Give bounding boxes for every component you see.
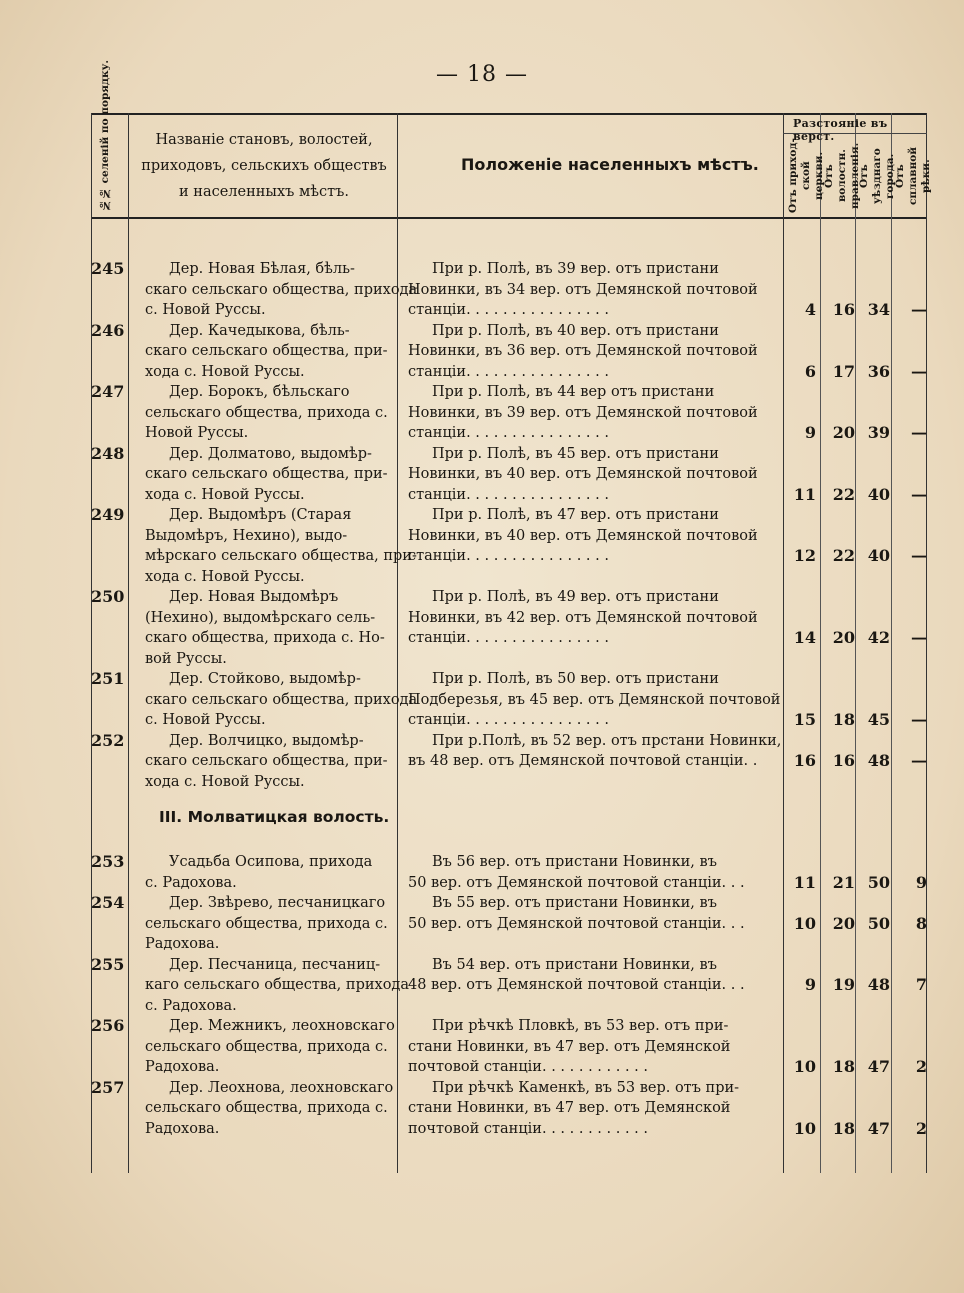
row-dist-volost: 22 bbox=[832, 484, 855, 504]
row-dist-town: 42 bbox=[867, 628, 890, 647]
row-dist-volost: 20 bbox=[832, 913, 855, 933]
row-name-line: скаго сельскаго общества, прихода bbox=[145, 691, 418, 708]
row-name-line: Дер. Леохнова, леохновскаго bbox=[169, 1079, 394, 1096]
row-dist-town: 47 bbox=[867, 1057, 890, 1076]
header-names bbox=[131, 127, 397, 205]
row-position-line: При р.Полѣ, въ 52 вер. отъ прстани Новинки, bbox=[432, 732, 782, 749]
row-number: 256 bbox=[91, 1016, 125, 1035]
col-rule-5 bbox=[855, 113, 856, 1173]
row-position-line: При р. Полѣ, въ 39 вер. отъ пристани bbox=[432, 261, 719, 277]
row-dist-church: 16 bbox=[793, 751, 816, 770]
row-name bbox=[145, 1016, 395, 1078]
row-position bbox=[408, 382, 775, 444]
row-name-line: хода с. Новой Руссы. bbox=[145, 568, 305, 585]
row-position-line: При рѣчкѣ Каменкѣ, въ 53 вер. отъ при- bbox=[432, 1079, 740, 1096]
row-position bbox=[408, 259, 775, 321]
row-dist-church: 10 bbox=[793, 1057, 816, 1076]
row-name-line: хода с. Новой Руссы. bbox=[145, 773, 305, 790]
row-position-line: Новинки, въ 34 вер. отъ Демянской почтовой bbox=[408, 281, 758, 298]
row-name-line: Радохова. bbox=[145, 1120, 220, 1137]
row-number: 252 bbox=[91, 730, 125, 750]
section-heading: III. Молватицкая волость. bbox=[159, 808, 390, 826]
row-name bbox=[145, 893, 391, 955]
row-dist-church: 12 bbox=[793, 546, 816, 565]
row-position-line: При р. Полѣ, въ 50 вер. отъ пристани bbox=[432, 671, 719, 687]
row-name-line: с. Новой Руссы. bbox=[145, 302, 266, 318]
row-name-line: Новой Руссы. bbox=[145, 425, 249, 441]
row-name-line: Дер. Волчицко, выдомѣр- bbox=[169, 732, 364, 749]
gazetteer-table bbox=[91, 59, 932, 1173]
row-dist-volost: 18 bbox=[832, 1118, 855, 1138]
row-position-line: При р. Полѣ, въ 44 вер отъ пристани bbox=[432, 384, 715, 400]
row-position bbox=[408, 669, 781, 731]
row-name-line: скаго сельскаго общества, при- bbox=[145, 343, 388, 359]
col-rule-4 bbox=[820, 113, 821, 1173]
row-name bbox=[145, 731, 391, 793]
row-number: 246 bbox=[91, 320, 125, 340]
row-name-line: Дер. Новая Выдомѣръ bbox=[169, 589, 339, 605]
row-position-line: станціи. . . . . . . . . . . . . . . . bbox=[408, 712, 609, 728]
row-position-line: Въ 55 вер. отъ пристани Новинки, въ bbox=[432, 895, 717, 911]
row-name-line: скаго сельскаго общества, при- bbox=[145, 466, 388, 482]
row-dist-river: — bbox=[911, 710, 927, 729]
col-rule-2 bbox=[397, 113, 398, 1173]
row-position-line: станціи. . . . . . . . . . . . . . . . bbox=[408, 425, 609, 441]
row-name bbox=[145, 587, 391, 669]
row-dist-river: 2 bbox=[915, 1057, 927, 1076]
row-name-line: мѣрскаго сельскаго общества, при- bbox=[145, 548, 417, 564]
row-number: 245 bbox=[91, 259, 125, 278]
row-dist-river: — bbox=[911, 751, 927, 770]
header-distance: Разстояніе въ верст. bbox=[793, 117, 888, 143]
row-position bbox=[408, 1078, 775, 1140]
row-dist-river: 2 bbox=[915, 1118, 927, 1138]
row-position bbox=[408, 731, 782, 772]
row-name-line: Дер. Борокъ, бѣльскаго bbox=[169, 384, 350, 400]
row-dist-church: 6 bbox=[804, 361, 816, 381]
row-dist-church: 11 bbox=[793, 872, 816, 892]
row-name-line: скаго сельскаго общества, при- bbox=[145, 753, 388, 769]
row-position-line: Въ 54 вер. отъ пристани Новинки, въ bbox=[432, 956, 717, 973]
row-position-line: Новинки, въ 40 вер. отъ Демянской почтовой bbox=[408, 527, 758, 544]
header-bottom-rule bbox=[91, 217, 927, 219]
row-name-line: Радохова. bbox=[145, 936, 220, 952]
row-name-line: с. Радохова. bbox=[145, 874, 237, 891]
row-dist-volost: 22 bbox=[832, 546, 855, 565]
row-position-line: 50 вер. отъ Демянской почтовой станціи. . . bbox=[408, 874, 745, 891]
row-position-line: Новинки, въ 36 вер. отъ Демянской почтовой bbox=[408, 343, 758, 359]
row-dist-church: 15 bbox=[793, 710, 816, 729]
row-position-line: станціи. . . . . . . . . . . . . . . . bbox=[408, 548, 609, 564]
row-name bbox=[145, 444, 391, 506]
header-names-line: и населенныхъ мѣстъ. bbox=[179, 184, 349, 200]
row-name-line: Дер. Песчаница, песчаниц- bbox=[169, 956, 381, 973]
row-dist-church: 9 bbox=[804, 975, 816, 994]
row-name-line: Усадьба Осипова, прихода bbox=[169, 854, 373, 870]
row-dist-church: 11 bbox=[793, 484, 816, 504]
row-position-line: Въ 56 вер. отъ пристани Новинки, въ bbox=[432, 854, 717, 870]
row-position-line: При р. Полѣ, въ 47 вер. отъ пристани bbox=[432, 507, 719, 523]
row-dist-volost: 16 bbox=[832, 300, 855, 319]
row-position bbox=[408, 321, 775, 383]
row-number: 247 bbox=[91, 382, 125, 401]
row-name bbox=[145, 955, 409, 1017]
row-dist-river: 8 bbox=[915, 913, 927, 933]
row-number: 251 bbox=[91, 669, 125, 688]
row-position-line: 50 вер. отъ Демянской почтовой станціи. . . bbox=[408, 915, 745, 932]
row-number: 254 bbox=[91, 893, 125, 912]
header-dist-volost: Отъ волостн. правленія. bbox=[823, 142, 861, 210]
row-dist-church: 9 bbox=[804, 423, 816, 442]
row-position-line: станціи. . . . . . . . . . . . . . . . bbox=[408, 363, 609, 380]
row-number: 255 bbox=[91, 954, 125, 974]
col-rule-6 bbox=[891, 113, 892, 1173]
row-position-line: Новинки, въ 40 вер. отъ Демянской почтовой bbox=[408, 466, 758, 482]
row-dist-volost: 17 bbox=[832, 361, 855, 381]
row-position bbox=[408, 444, 775, 506]
row-name-line: Дер. Долматово, выдомѣр- bbox=[169, 445, 372, 462]
header-position: Положеніе населенныхъ мѣстъ. bbox=[461, 155, 759, 174]
row-position-line: почтовой станціи. . . . . . . . . . . . bbox=[408, 1120, 648, 1137]
row-name-line: (Нехино), выдомѣрскаго сель- bbox=[145, 609, 376, 626]
page-number: — 18 — bbox=[436, 62, 528, 87]
header-dist-town: Отъ уѣзднаго города. bbox=[858, 148, 896, 204]
row-name-line: Дер. Новая Бѣлая, бѣль- bbox=[169, 261, 355, 277]
row-position-line: стани Новинки, въ 47 вер. отъ Демянской bbox=[408, 1038, 731, 1055]
row-dist-town: 39 bbox=[867, 423, 890, 442]
row-position-line: При р. Полѣ, въ 45 вер. отъ пристани bbox=[432, 445, 719, 462]
row-name-line: с. Радохова. bbox=[145, 997, 237, 1014]
row-name-line: вой Руссы. bbox=[145, 650, 227, 667]
row-dist-town: 36 bbox=[867, 361, 890, 381]
row-dist-town: 45 bbox=[867, 710, 890, 729]
header-names-line: приходовъ, сельскихъ обществъ bbox=[141, 158, 387, 174]
row-dist-river: — bbox=[911, 300, 927, 319]
row-dist-volost: 16 bbox=[832, 751, 855, 770]
row-position bbox=[408, 955, 775, 996]
row-dist-town: 47 bbox=[867, 1118, 890, 1138]
row-name bbox=[145, 321, 391, 383]
row-dist-river: — bbox=[911, 361, 927, 381]
row-name bbox=[145, 382, 391, 444]
row-name-line: Дер. Межникъ, леохновскаго bbox=[169, 1018, 395, 1034]
row-name bbox=[145, 669, 418, 731]
row-number: 250 bbox=[91, 587, 125, 606]
row-dist-volost: 21 bbox=[832, 872, 855, 892]
row-dist-river: — bbox=[911, 423, 927, 442]
row-name-line: хода с. Новой Руссы. bbox=[145, 363, 305, 380]
row-name-line: Радохова. bbox=[145, 1059, 220, 1075]
row-position-line: станціи. . . . . . . . . . . . . . . . bbox=[408, 302, 609, 318]
header-num: №№ селеній по порядку. bbox=[99, 59, 111, 211]
row-name-line: Выдомѣръ, Нехино), выдо- bbox=[145, 527, 348, 544]
table-top-rule bbox=[91, 113, 927, 115]
row-position-line: При р. Полѣ, въ 49 вер. отъ пристани bbox=[432, 589, 719, 605]
row-name bbox=[145, 1078, 394, 1140]
row-dist-town: 48 bbox=[867, 975, 890, 994]
row-name-line: Дер. Качедыкова, бѣль- bbox=[169, 322, 350, 339]
row-name-line: сельскаго общества, прихода с. bbox=[145, 915, 388, 932]
header-names-line: Названіе становъ, волостей, bbox=[155, 132, 373, 148]
row-name-line: сельскаго общества, прихода с. bbox=[145, 1100, 388, 1116]
row-name-line: скаго общества, прихода с. Но- bbox=[145, 630, 385, 646]
row-position bbox=[408, 587, 775, 649]
row-dist-church: 10 bbox=[793, 1118, 816, 1138]
row-position-line: стани Новинки, въ 47 вер. отъ Демянской bbox=[408, 1100, 731, 1116]
row-number: 249 bbox=[91, 505, 125, 524]
row-position bbox=[408, 893, 775, 934]
header-dist-river: Отъ сплавной рѣки. bbox=[894, 146, 932, 206]
row-number: 257 bbox=[91, 1077, 125, 1097]
row-dist-church: 4 bbox=[804, 300, 816, 319]
row-name-line: скаго сельскаго общества, прихода bbox=[145, 281, 418, 298]
row-dist-river: 7 bbox=[915, 975, 927, 994]
row-position bbox=[408, 505, 775, 567]
row-position-line: Новинки, въ 42 вер. отъ Демянской почтовой bbox=[408, 609, 758, 626]
row-dist-river: — bbox=[911, 628, 927, 647]
row-position-line: Новинки, въ 39 вер. отъ Демянской почтовой bbox=[408, 404, 758, 421]
row-dist-volost: 19 bbox=[832, 975, 855, 994]
row-name-line: сельскаго общества, прихода с. bbox=[145, 1038, 388, 1055]
row-dist-town: 40 bbox=[867, 484, 890, 504]
row-position-line: въ 48 вер. отъ Демянской почтовой станціи. . bbox=[408, 753, 758, 769]
row-name-line: каго сельскаго общества, прихода bbox=[145, 977, 409, 993]
row-name-line: Дер. Выдомѣръ (Старая bbox=[169, 507, 352, 523]
row-name-line: с. Новой Руссы. bbox=[145, 712, 266, 728]
row-dist-town: 34 bbox=[867, 300, 890, 319]
row-position-line: При рѣчкѣ Пловкѣ, въ 53 вер. отъ при- bbox=[432, 1018, 729, 1034]
row-name-line: хода с. Новой Руссы. bbox=[145, 486, 305, 503]
row-name-line: сельскаго общества, прихода с. bbox=[145, 404, 388, 421]
row-dist-river: — bbox=[911, 546, 927, 565]
header-dist-church: Отъ приход- ской церкви. bbox=[787, 138, 825, 214]
row-number: 248 bbox=[91, 443, 125, 463]
row-position-line: 48 вер. отъ Демянской почтовой станціи. . . bbox=[408, 977, 745, 993]
row-dist-volost: 18 bbox=[832, 710, 855, 729]
row-dist-town: 40 bbox=[867, 546, 890, 565]
col-rule-3 bbox=[783, 113, 784, 1173]
row-name bbox=[145, 852, 391, 893]
row-number: 253 bbox=[91, 852, 125, 871]
row-dist-river: — bbox=[911, 484, 927, 504]
row-position-line: станціи. . . . . . . . . . . . . . . . bbox=[408, 486, 609, 503]
row-dist-river: 9 bbox=[915, 872, 927, 892]
row-position bbox=[408, 1016, 775, 1078]
row-position-line: Подберезья, въ 45 вер. отъ Демянской почтовой bbox=[408, 691, 781, 708]
row-position-line: станціи. . . . . . . . . . . . . . . . bbox=[408, 630, 609, 646]
row-position-line: почтовой станціи. . . . . . . . . . . . bbox=[408, 1059, 648, 1075]
row-dist-town: 50 bbox=[867, 913, 890, 933]
row-dist-volost: 20 bbox=[832, 628, 855, 647]
row-dist-volost: 18 bbox=[832, 1057, 855, 1076]
row-name bbox=[145, 259, 418, 321]
row-position-line: При р. Полѣ, въ 40 вер. отъ пристани bbox=[432, 322, 719, 339]
row-name-line: Дер. Стойково, выдомѣр- bbox=[169, 671, 361, 687]
row-position bbox=[408, 852, 775, 893]
row-dist-volost: 20 bbox=[832, 423, 855, 442]
row-name-line: Дер. Звѣрево, песчаницкаго bbox=[169, 895, 386, 911]
row-name bbox=[145, 505, 417, 587]
row-dist-town: 48 bbox=[867, 751, 890, 770]
row-dist-church: 14 bbox=[793, 628, 816, 647]
row-dist-church: 10 bbox=[793, 913, 816, 933]
row-dist-town: 50 bbox=[867, 872, 890, 892]
